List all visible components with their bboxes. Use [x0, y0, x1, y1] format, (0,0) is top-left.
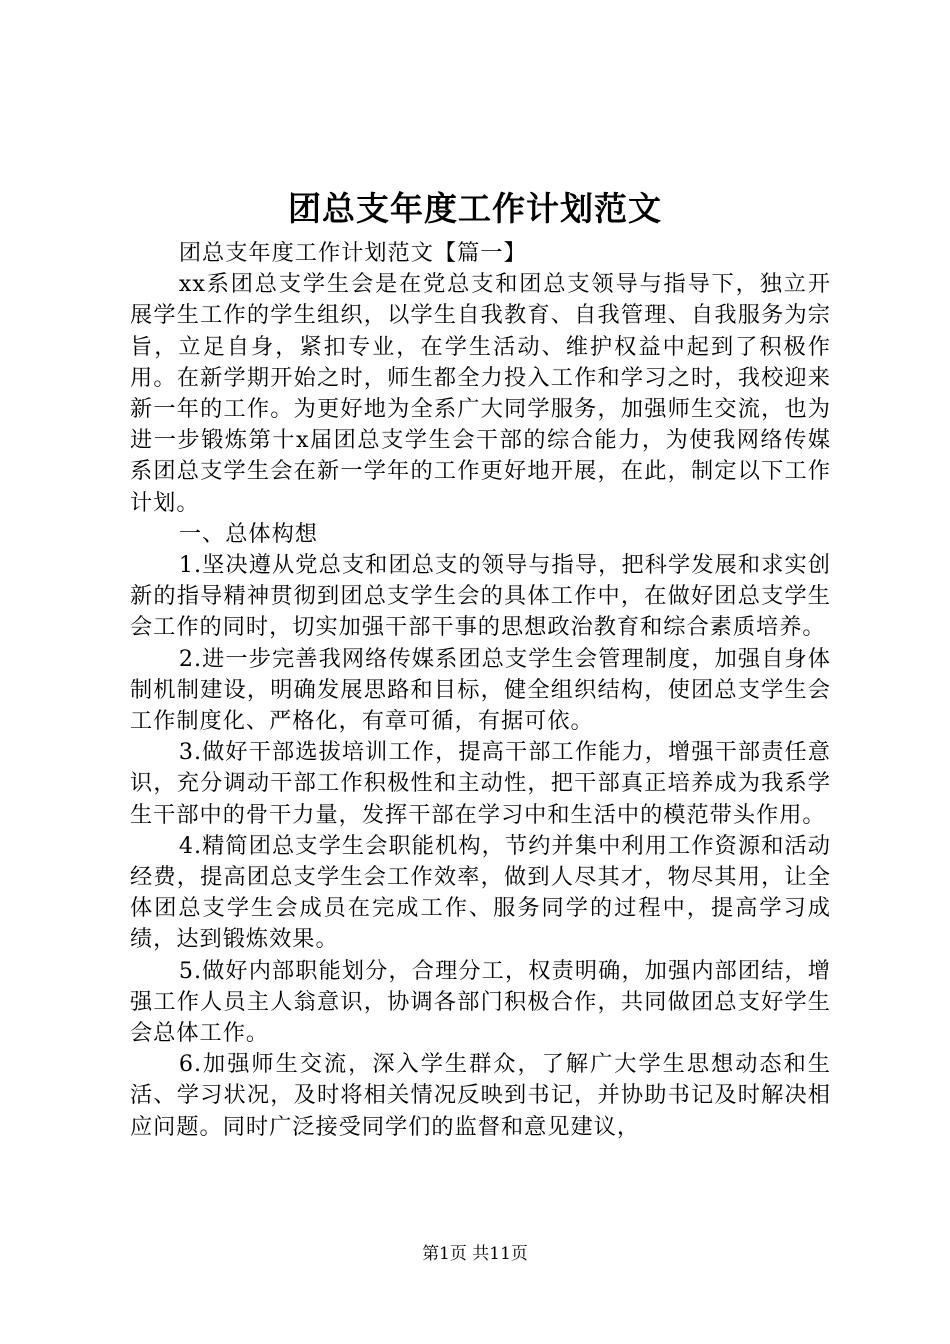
- list-item: 4.精简团总支学生会职能机构，节约并集中利用工作资源和活动经费，提高团总支学生会工作效率，做到人尽其才，物尽其用，让全体团总支学生会成员在完成工作、服务同学的过程中，提高学习成绩，达到锻炼效果。: [130, 832, 831, 953]
- document-title: 团总支年度工作计划范文: [288, 189, 662, 228]
- section-heading: 团总支年度工作计划范文【篇一】: [178, 240, 527, 266]
- list-item: 3.做好干部选拔培训工作，提高干部工作能力，增强干部责任意识，充分调动干部工作积极性和主动性，把干部真正培养成为我系学生干部中的骨干力量，发挥干部在学习中和生活中的模范带头作用。: [130, 739, 831, 828]
- section-heading: 一、总体构想: [178, 520, 318, 547]
- page-footer: 第1页 共11页: [422, 1244, 528, 1264]
- list-item: 2.进一步完善我网络传媒系团总支学生会管理制度，加强自身体制机制建设，明确发展思路和目标，健全组织结构，使团总支学生会工作制度化、严格化，有章可循，有据可依。: [130, 645, 831, 735]
- list-item: 6.加强师生交流，深入学生群众，了解广大学生思想动态和生活、学习状况，及时将相关情况反映到书记，并协助书记及时解决相应问题。同时广泛接受同学们的监督和意见建议，: [130, 1051, 831, 1140]
- list-item: 1.坚决遵从党总支和团总支的领导与指导，把科学发展和求实创新的指导精神贯彻到团总支学生会的具体工作中，在做好团总支学生会工作的同时，切实加强干部干事的思想政治教育和综合素质培养。: [130, 552, 831, 641]
- list-item: 5.做好内部职能划分，合理分工，权责明确，加强内部团结，增强工作人员主人翁意识，协调各部门积极合作，共同做团总支好学生会总体工作。: [130, 957, 831, 1047]
- paragraph: xx系团总支学生会是在党总支和团总支领导与指导下，独立开展学生工作的学生组织，以学生自我教育、自我管理、自我服务为宗旨，立足自身，紧扣专业，在学生活动、维护权益中起到了积极作用。在新学期开始之时，师生都全力投入工作和学习之时，我校迎来新一年的工作。为更好地为全系广大同学服务，加强师生交流，也为进一步锻炼第十x届团总支学生会干部的综合能力，为使我网络传媒系团总支学生会在新一学年的工作更好地开展，在此，制定以下工作计划。: [130, 271, 831, 516]
- document-body: [130, 238, 831, 1143]
